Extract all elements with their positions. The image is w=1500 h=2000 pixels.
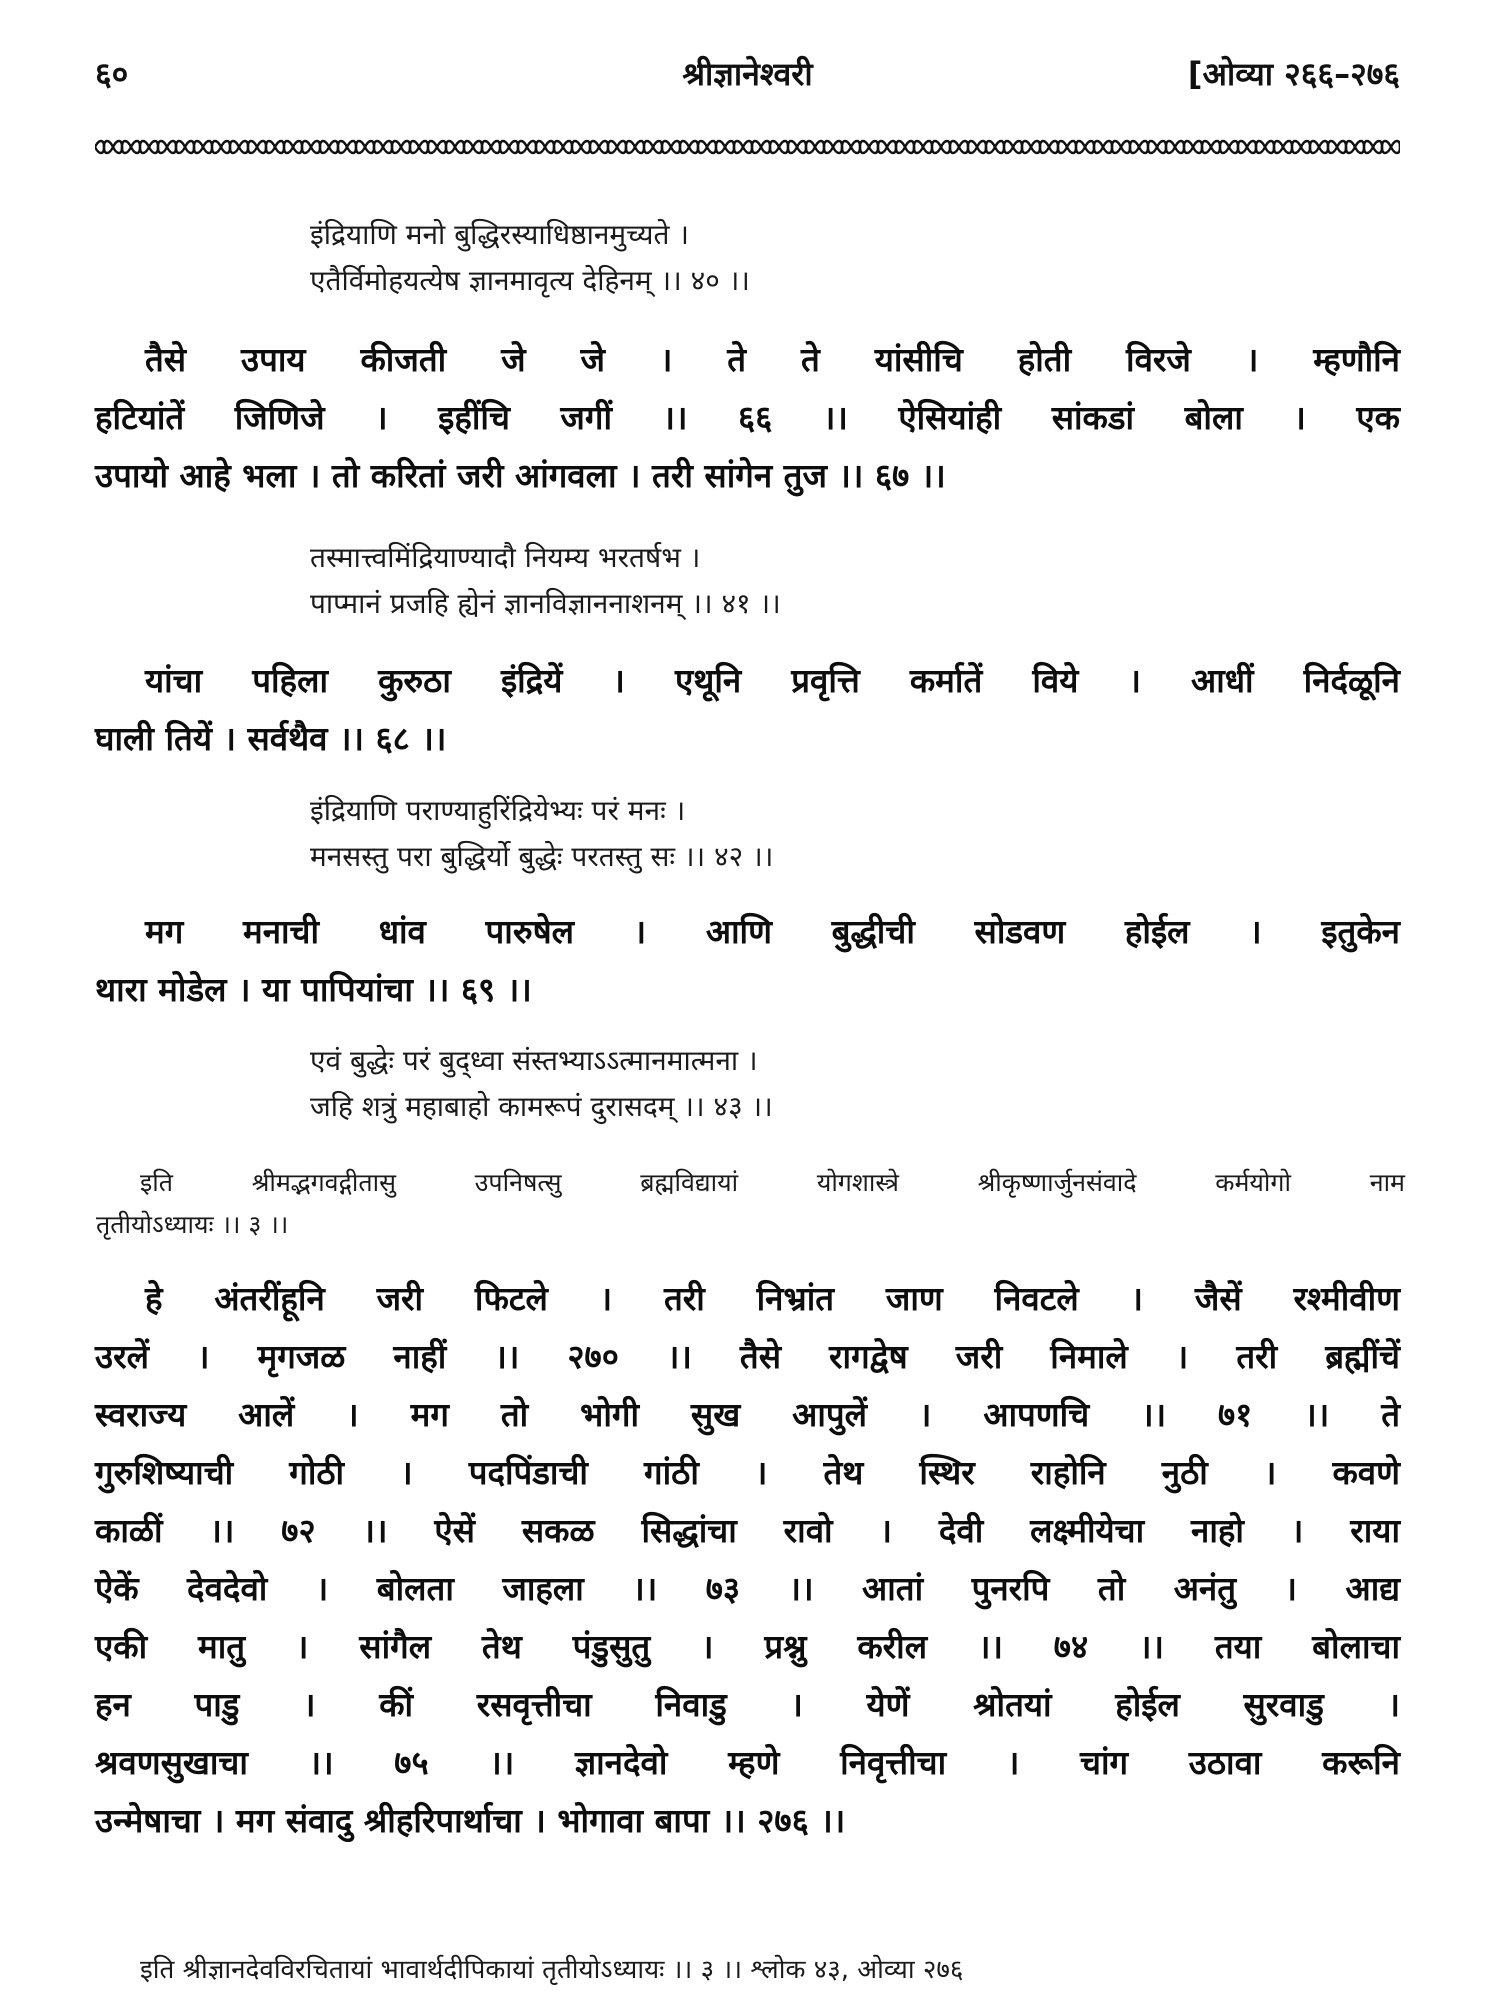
ovi-line: यांचा पहिला कुरुठा इंद्रियें । एथूनि प्रवृत्ति कर्मातें विये । आधीं निर्दळूनि [145,661,1400,700]
colophon-line: तृतीयोऽध्यायः ।। ३ ।। [96,1210,289,1239]
shloka-line: पाप्मानं प्रजहि ह्येनं ज्ञानविज्ञाननाशनम् ।। ४१ ।। [310,587,781,620]
ovi-line: हन पाडु । कीं रसवृत्तीचा निवाडु । येणें श्रोतयां होईल सुरवाडु । [95,1685,1400,1724]
ovi-paragraph-4 [95,1270,1400,1850]
ovi-line: श्रवणसुखाचा ।। ७५ ।। ज्ञानदेवो म्हणे निवृत्तीचा । चांग उठावा करूनि [95,1743,1400,1782]
page-number: ६० [95,55,129,93]
shloka-41 [310,535,1410,627]
ovi-line: स्वराज्य आलें । मग तो भोगी सुख आपुलें । आपणचि ।। ७१ ।। ते [95,1395,1400,1434]
shloka-line: जहि शत्रुं महाबाहो कामरूपं दुरासदम् ।। ४३ ।। [310,1090,773,1123]
ovi-line: ऐकें देवदेवो । बोलता जाहला ।। ७३ ।। आतां पुनरपि तो अनंतु । आद्य [95,1569,1400,1608]
shloka-42 [310,788,1410,880]
ovi-paragraph-3 [95,903,1400,1019]
shloka-40 [310,212,1410,304]
ovi-line: एकी मातु । सांगैल तेथ पंडुसुतु । प्रश्नु करील ।। ७४ ।। तया बोलाचा [95,1627,1400,1666]
ovi-line: हे अंतरींहूनि जरी फिटले । तरी निभ्रांत जाण निवटले । जैसें रश्मीवीण [145,1279,1400,1318]
shloka-line: इंद्रियाणि पराण्याहुरिंद्रियेभ्यः परं मनः । [310,794,686,827]
ornamental-rule-svg [95,137,1400,157]
ovi-line: थारा मोडेल । या पापियांचा ।। ६९ ।। [95,970,532,1009]
ovi-line: काळीं ।। ७२ ।। ऐसें सकळ सिद्धांचा रावो । देवी लक्ष्मीयेचा नाहो । राया [95,1511,1400,1550]
shloka-line: मनसस्तु परा बुद्धिर्यो बुद्धेः परतस्तु सः ।। ४२ ।। [310,840,774,873]
shloka-line: तस्मात्त्वमिंद्रियाण्यादौ नियम्य भरतर्षभ । [310,541,701,574]
colophon-line: इति श्रीमद्भगवद्गीतासु उपनिषत्सु ब्रह्मविद्यायां योगशास्त्रे श्रीकृष्णार्जुनसंवादे कर्मयोगो नाम [140,1168,1405,1197]
ovi-line: हटियांतें जिणिजे । इहींचि जगीं ।। ६६ ।। ऐसियांही सांकडां बोला । एक [95,398,1400,437]
ornamental-rule [95,137,1400,157]
ovi-range: [ओव्या २६६–२७६ [1187,55,1400,93]
ovi-line: गुरुशिष्याची गोठी । पदपिंडाची गांठी । तेथ स्थिर राहोनि नुठी । कवणे [95,1453,1400,1492]
shloka-line: एवं बुद्धेः परं बुद्ध्वा संस्तभ्याऽऽत्मानमात्मना । [310,1044,758,1077]
shloka-line: इंद्रियाणि मनो बुद्धिरस्याधिष्ठानमुच्यते । [310,218,689,251]
shloka-43 [310,1038,1410,1130]
page-header [95,52,1400,112]
ovi-line: उन्मेषाचा । मग संवादु श्रीहरिपार्थाचा । भोगावा बापा ।। २७६ ।। [95,1801,846,1840]
ovi-line: उरलें । मृगजळ नाहीं ।। २७० ।। तैसे रागद्वेष जरी निमाले । तरी ब्रह्मींचें [95,1337,1400,1376]
ovi-line: उपायो आहे भला । तो करितां जरी आंगवला । तरी सांगेन तुज ।। ६७ ।। [95,456,946,495]
running-title: श्रीज्ञानेश्वरी [682,55,813,93]
shloka-line: एतैर्विमोहयत्येष ज्ञानमावृत्य देहिनम् ।। ४० ।। [310,264,750,297]
chapter-footer: इति श्रीज्ञानदेवविरचितायां भावार्थदीपिकायां तृतीयोऽध्यायः ।। ३ ।। श्लोक ४३, ओव्या २७६ [140,1955,964,1985]
ovi-paragraph-1 [95,331,1400,505]
ovi-paragraph-2 [95,652,1400,768]
ovi-line: मग मनाची धांव पारुषेल । आणि बुद्धीची सोडवण होईल । इतुकेन [145,912,1400,951]
ovi-line: घाली तियें । सर्वथैव ।। ६८ ।। [95,719,447,758]
ovi-line: तैसे उपाय कीजती जे जे । ते ते यांसीचि होती विरजे । म्हणौनि [145,340,1400,379]
chapter-colophon [96,1162,1405,1246]
